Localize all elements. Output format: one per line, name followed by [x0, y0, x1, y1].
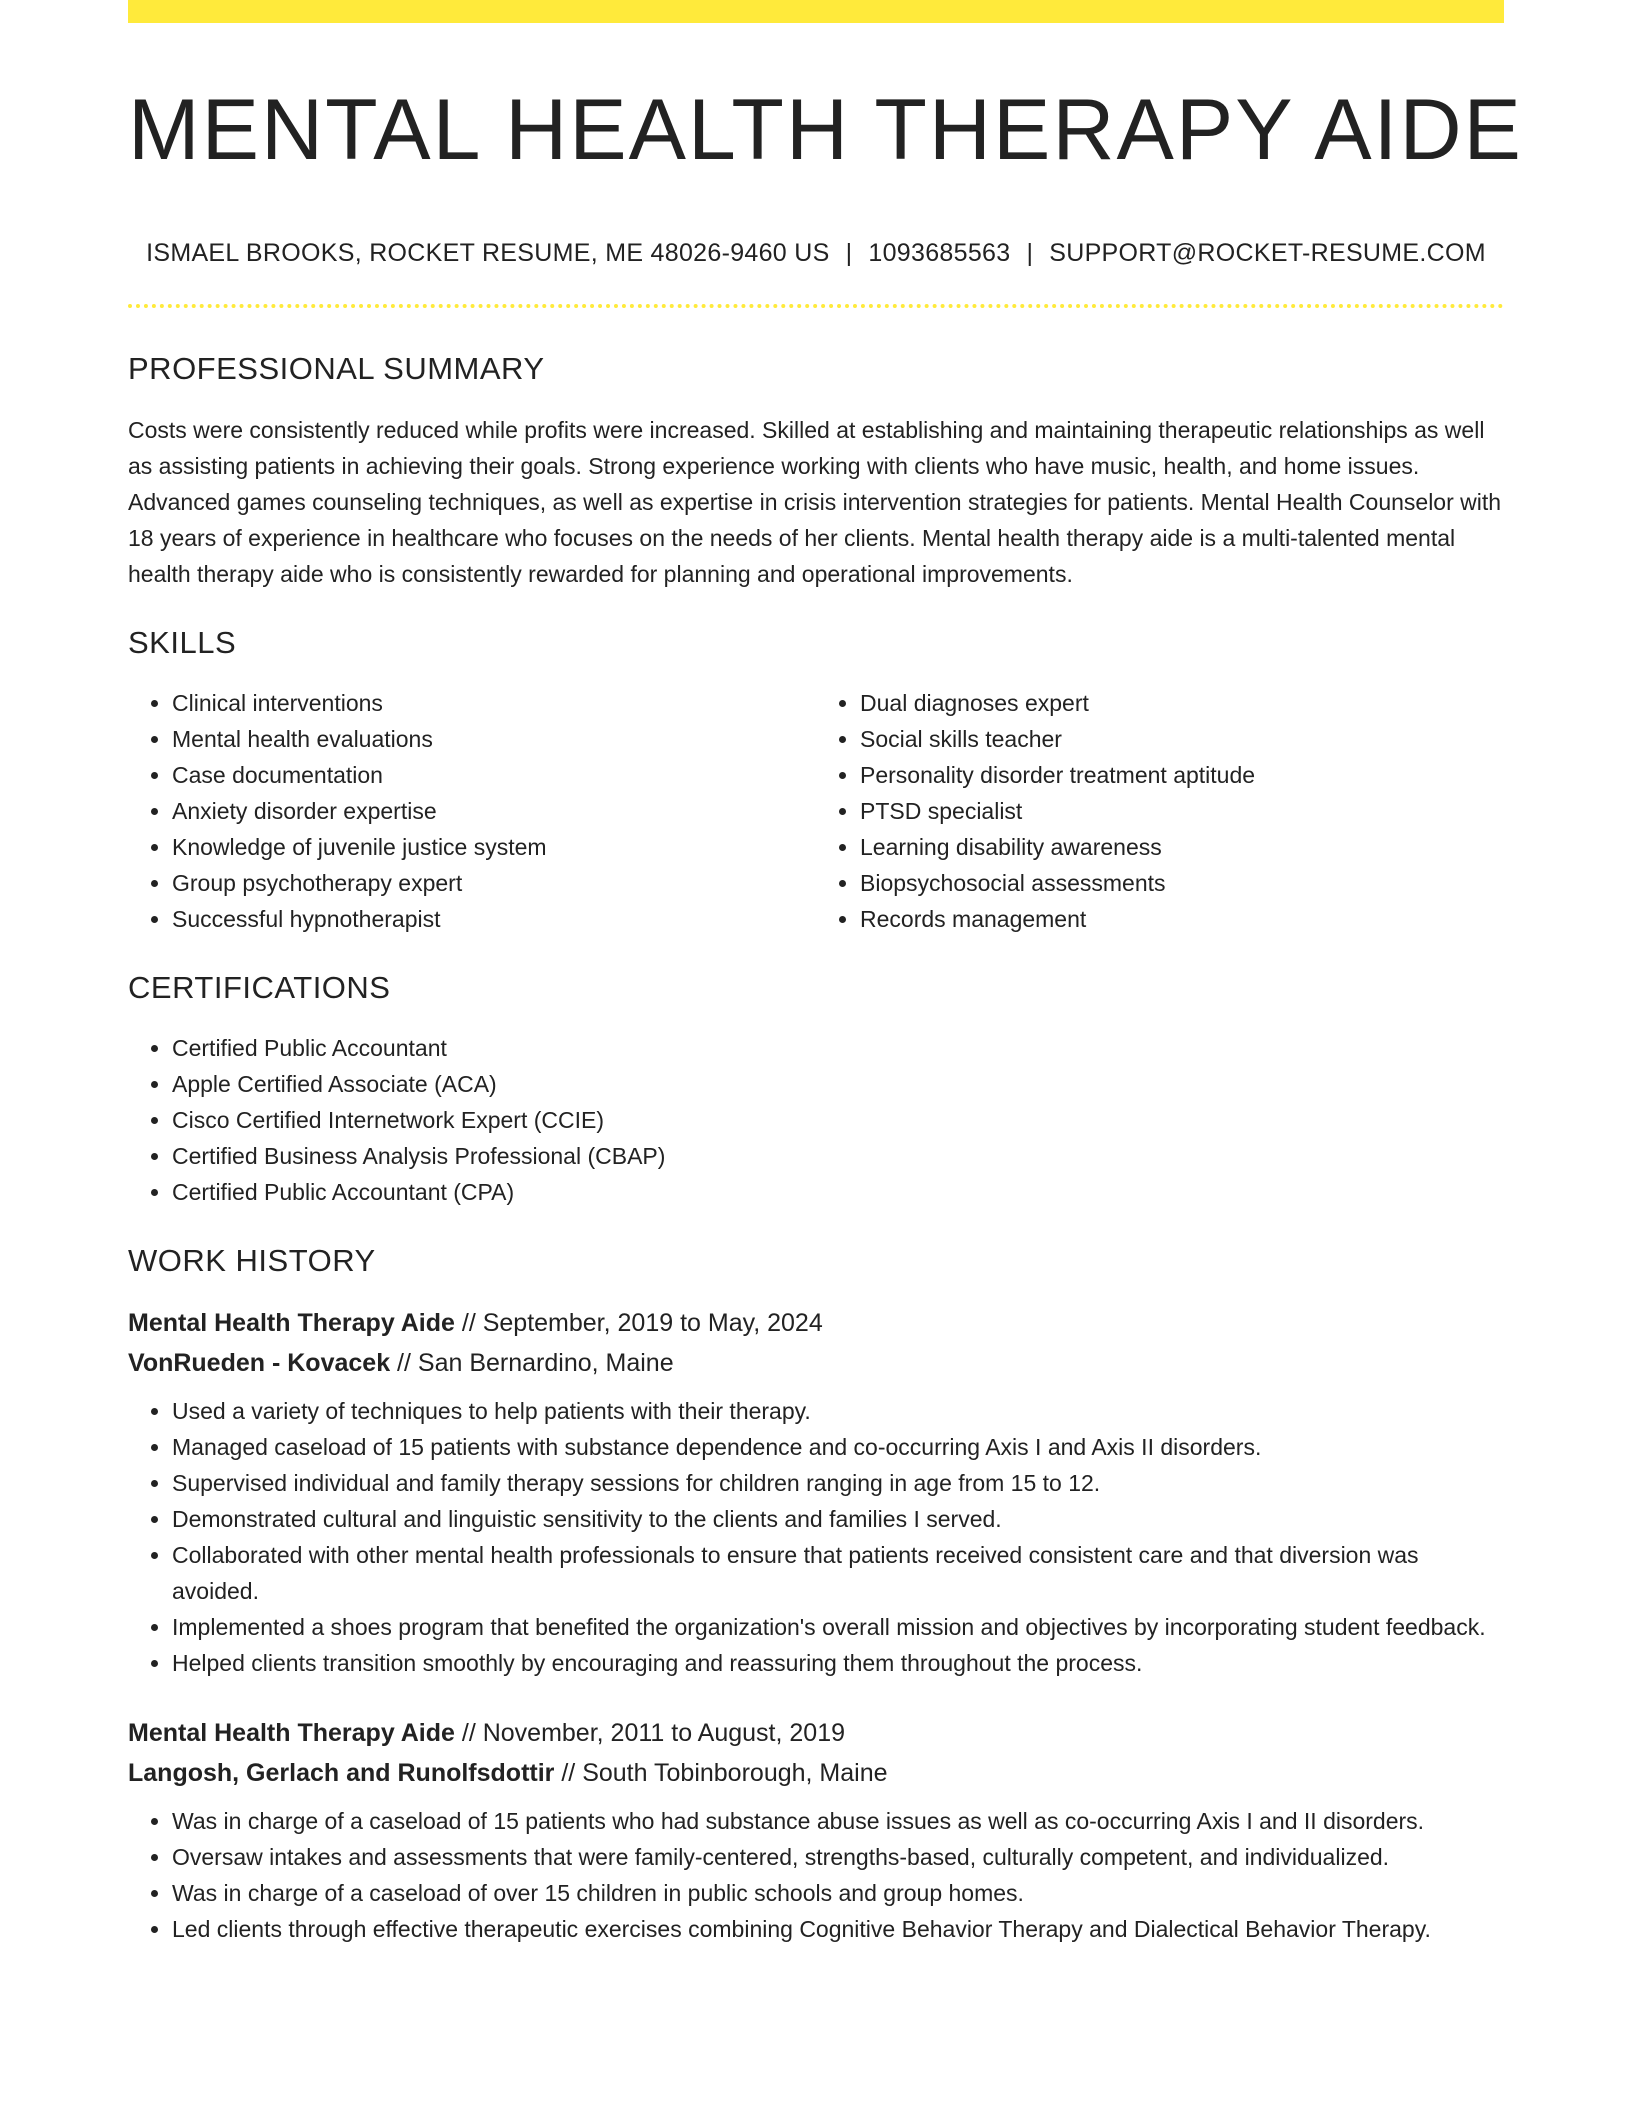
skill-item: • Learning disability awareness: [860, 829, 1504, 865]
skill-item: • Anxiety disorder expertise: [172, 793, 816, 829]
job-bullets: [128, 1393, 1504, 1681]
skills-columns: [128, 685, 1504, 937]
work-history-heading: WORK HISTORY: [128, 1243, 376, 1278]
job-company: Langosh, Gerlach and Runolfsdottir: [128, 1759, 555, 1787]
job-title-line: [128, 1303, 1504, 1343]
job-bullet: • Demonstrated cultural and linguistic sensitivity to the clients and families I served.: [172, 1501, 1504, 1537]
job-bullet: • Oversaw intakes and assessments that were family-centered, strengths-based, culturally competent, and individualized.: [172, 1839, 1504, 1875]
dotted-divider: [128, 304, 1504, 308]
skills-heading: SKILLS: [128, 625, 237, 660]
job-entry: [128, 1713, 1504, 1947]
summary-section: [128, 351, 1504, 592]
summary-text: Costs were consistently reduced while profits were increased. Skilled at establishing and maintaining therapeutic relationships as well as assisting patients in achieving their goals. Strong experience working with clients who have music, health, and home issues. Advanced games counseling techniques, as well as expertise in crisis intervention strategies for patients. Mental Health Counselor with 18 years of experience in healthcare who focuses on the needs of her clients. Mental health therapy aide is a multi-talented mental health therapy aide who is consistently rewarded for planning and operational improvements.: [128, 417, 1502, 587]
skill-item: • Personality disorder treatment aptitude: [860, 757, 1504, 793]
job-title-line: [128, 1713, 1504, 1753]
job-title: Mental Health Therapy Aide: [128, 1719, 455, 1747]
contact-address: ISMAEL BROOKS, ROCKET RESUME, ME 48026-9460 US: [146, 239, 830, 267]
certification-item: • Certified Business Analysis Professional (CBAP): [172, 1138, 1504, 1174]
job-title: Mental Health Therapy Aide: [128, 1309, 455, 1337]
summary-heading: PROFESSIONAL SUMMARY: [128, 351, 545, 386]
job-bullet: • Helped clients transition smoothly by encouraging and reassuring them throughout the process.: [172, 1645, 1504, 1681]
certification-item: • Certified Public Accountant: [172, 1030, 1504, 1066]
job-bullet: • Supervised individual and family therapy sessions for children ranging in age from 15 to 12.: [172, 1465, 1504, 1501]
job-bullet: • Managed caseload of 15 patients with substance dependence and co-occurring Axis I and Axis II disorders.: [172, 1429, 1504, 1465]
skill-item: • Dual diagnoses expert: [860, 685, 1504, 721]
skill-item: • Mental health evaluations: [172, 721, 816, 757]
contact-email: SUPPORT@ROCKET-RESUME.COM: [1049, 239, 1486, 267]
skill-item: • Records management: [860, 901, 1504, 937]
certification-item: • Certified Public Accountant (CPA): [172, 1174, 1504, 1210]
contact-separator: |: [1026, 239, 1034, 267]
job-entry: [128, 1303, 1504, 1681]
resume-content: [128, 0, 1523, 1947]
contact-separator: |: [845, 239, 853, 267]
job-location: // San Bernardino, Maine: [390, 1349, 674, 1377]
certifications-section: [128, 970, 1504, 1210]
skills-section: [128, 625, 1504, 937]
skill-item: • Group psychotherapy expert: [172, 865, 816, 901]
work-history-section: [128, 1243, 1504, 1947]
job-company-line: [128, 1343, 1504, 1383]
job-bullet: • Was in charge of a caseload of over 15 children in public schools and group homes.: [172, 1875, 1504, 1911]
job-bullet: • Collaborated with other mental health professionals to ensure that patients received consistent care and that diversion was avoided.: [172, 1537, 1504, 1609]
job-bullets: [128, 1803, 1504, 1947]
certification-item: • Apple Certified Associate (ACA): [172, 1066, 1504, 1102]
skill-item: • Clinical interventions: [172, 685, 816, 721]
job-dates: // September, 2019 to May, 2024: [454, 1309, 823, 1337]
skill-item: • Case documentation: [172, 757, 816, 793]
job-bullet: • Was in charge of a caseload of 15 patients who had substance abuse issues as well as co-occurring Axis I and II disorders.: [172, 1803, 1504, 1839]
certification-item: • Cisco Certified Internetwork Expert (CCIE): [172, 1102, 1504, 1138]
job-bullet: • Implemented a shoes program that benefited the organization's overall mission and objectives by incorporating student feedback.: [172, 1609, 1504, 1645]
contact-line: [128, 238, 1504, 268]
skills-left-list: [128, 685, 816, 937]
job-dates: // November, 2011 to August, 2019: [454, 1719, 845, 1747]
skill-item: • Successful hypnotherapist: [172, 901, 816, 937]
skill-item: • Knowledge of juvenile justice system: [172, 829, 816, 865]
skill-item: • Social skills teacher: [860, 721, 1504, 757]
skill-item: • Biopsychosocial assessments: [860, 865, 1504, 901]
skills-right-list: [816, 685, 1504, 937]
job-company: VonRueden - Kovacek: [128, 1349, 391, 1377]
job-bullet: • Used a variety of techniques to help patients with their therapy.: [172, 1393, 1504, 1429]
skill-item: • PTSD specialist: [860, 793, 1504, 829]
certifications-list: [128, 1030, 1504, 1210]
job-company-line: [128, 1753, 1504, 1793]
job-location: // South Tobinborough, Maine: [554, 1759, 888, 1787]
resume-title: MENTAL HEALTH THERAPY AIDE: [128, 82, 1523, 178]
job-bullet: • Led clients through effective therapeutic exercises combining Cognitive Behavior Therapy and Dialectical Behavior Therapy.: [172, 1911, 1504, 1947]
contact-phone: 1093685563: [868, 239, 1011, 267]
certifications-heading: CERTIFICATIONS: [128, 970, 391, 1005]
